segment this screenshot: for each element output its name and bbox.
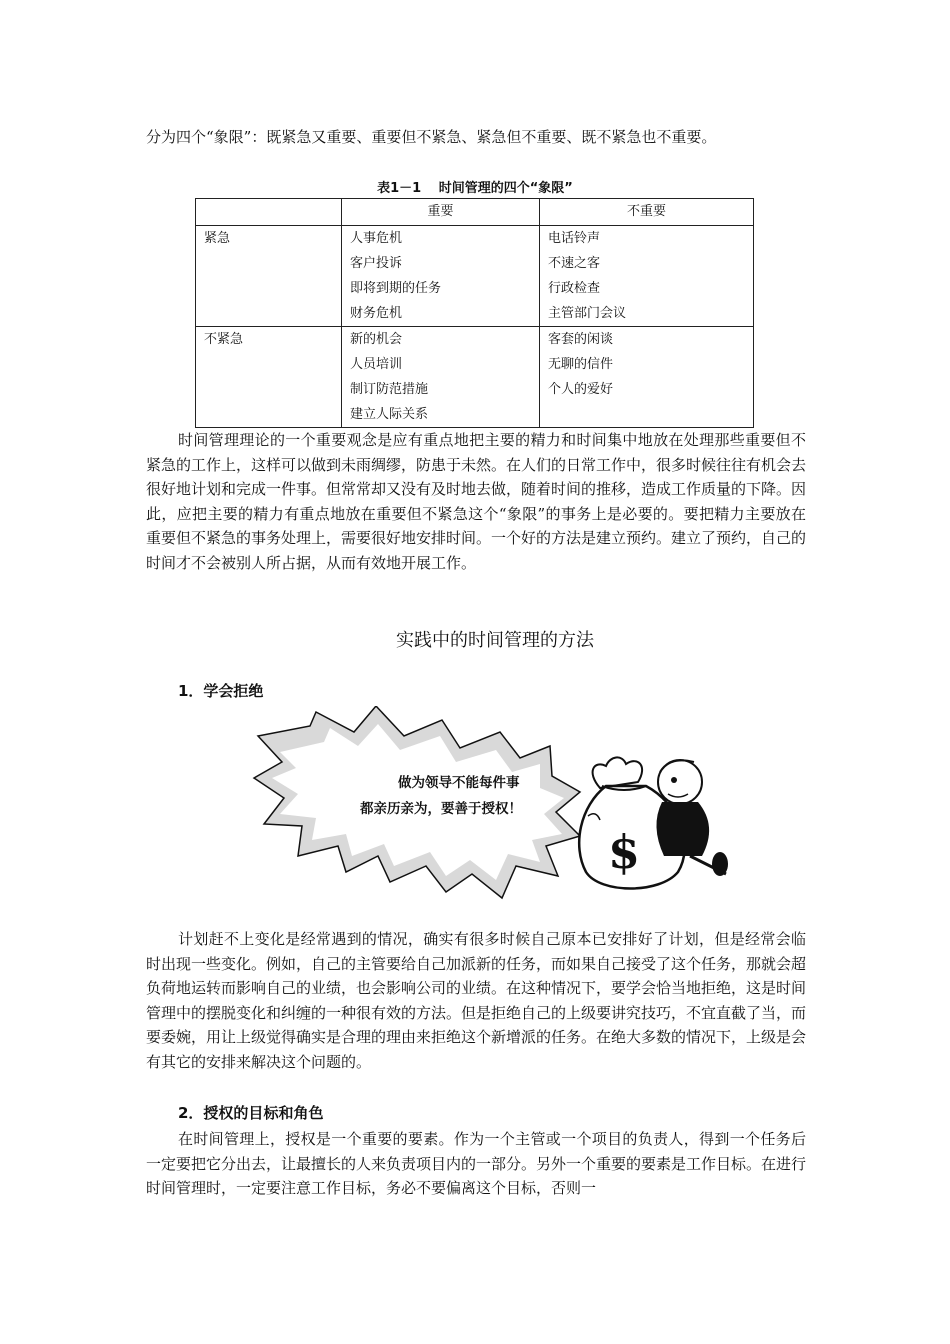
subheading-delegation: 2．授权的目标和角色 bbox=[178, 1104, 324, 1122]
speech-bubble-text bbox=[360, 770, 522, 822]
list-item: 客套的闲谈 bbox=[548, 332, 614, 347]
paragraph-learn-to-refuse: 计划赶不上变化是经常遇到的情况，确实有很多时候自己原本已安排好了计划，但是经常会临时出现一些变化。例如，自己的主管要给自己加派新的任务，而如果自己接受了这个任务，那就会超负荷地运转而影响自己的业绩，也会影响公司的业绩。在这种情况下，要学会恰当地拒绝，这是时间管理中的摆脱变化和纠缠的一种很有效的方法。但是拒绝自己的上级要讲究技巧，不宜直截了当，而要委婉，用让上级觉得确实是合理的理由来拒绝这个新增派的任务。在绝大多数的情况下，上级是会有其它的安排来解决这个问题的。 bbox=[146, 930, 807, 1071]
list-item: 制订防范措施 bbox=[350, 382, 429, 397]
header-important: 重要 bbox=[342, 199, 540, 226]
bubble-line-1: 做为领导不能每件事 bbox=[398, 775, 520, 791]
table-header-row bbox=[196, 199, 754, 226]
section-title: 实践中的时间管理的方法 bbox=[396, 630, 594, 651]
list-item: 个人的爱好 bbox=[548, 382, 614, 397]
cell-not-urgent-not-important bbox=[540, 327, 754, 428]
paragraph-time-management-concept: 时间管理理论的一个重要观念是应有重点地把主要的精力和时间集中地放在处理那些重要但不紧急的工作上，这样可以做到未雨绸缪，防患于未然。在人们的日常工作中，很多时候往往有机会去很好地计划和完成一件事。但常常却又没有及时地去做，随着时间的推移，造成工作质量的下降。因此，应把主要的精力有重点地放在重要但不紧急这个“象限”的事务上是必要的。要把精力主要放在重要但不紧急的事务处理上，需要很好地安排时间。一个好的方法是建立预约。建立了预约，自己的时间才不会被别人所占据，从而有效地开展工作。 bbox=[146, 431, 807, 572]
list-item: 人事危机 bbox=[350, 231, 403, 246]
list-item: 新的机会 bbox=[350, 332, 403, 347]
list-item: 客户投诉 bbox=[350, 256, 403, 271]
list-item: 人员培训 bbox=[350, 357, 403, 372]
bubble-line-2: 都亲历亲为，要善于授权！ bbox=[360, 801, 522, 817]
list-item: 财务危机 bbox=[350, 306, 403, 321]
list-item: 电话铃声 bbox=[548, 231, 601, 246]
subheading-learn-to-refuse: 1．学会拒绝 bbox=[178, 682, 264, 700]
cell-not-urgent-important bbox=[342, 327, 540, 428]
quadrant-table bbox=[195, 198, 754, 428]
header-not-important: 不重要 bbox=[540, 199, 754, 226]
cell-urgent-not-important bbox=[540, 226, 754, 327]
cell-urgent-important bbox=[342, 226, 540, 327]
table-caption: 表1－1 时间管理的四个“象限” bbox=[377, 181, 573, 196]
list-item: 即将到期的任务 bbox=[350, 281, 442, 296]
table-row-not-urgent bbox=[196, 327, 754, 428]
list-item: 行政检查 bbox=[548, 281, 601, 296]
list-item: 主管部门会议 bbox=[548, 306, 627, 321]
row-label-not-urgent: 不紧急 bbox=[196, 327, 342, 428]
list-item: 不速之客 bbox=[548, 256, 601, 271]
list-item: 无聊的信件 bbox=[548, 357, 614, 372]
row-label-urgent: 紧急 bbox=[196, 226, 342, 327]
header-empty-cell bbox=[196, 199, 342, 226]
svg-text:$: $ bbox=[607, 825, 641, 879]
list-item: 建立人际关系 bbox=[350, 407, 429, 422]
table-row-urgent bbox=[196, 226, 754, 327]
intro-line: 分为四个“象限”：既紧急又重要、重要但不紧急、紧急但不重要、既不紧急也不重要。 bbox=[146, 128, 717, 146]
paragraph-delegation: 在时间管理上，授权是一个重要的要素。作为一个主管或一个项目的负责人，得到一个任务后一定要把它分出去，让最擅长的人来负责项目内的一部分。另外一个重要的要素是工作目标。在进行时间管理时，一定要注意工作目标，务必不要偏离这个目标，否则一 bbox=[146, 1130, 807, 1197]
